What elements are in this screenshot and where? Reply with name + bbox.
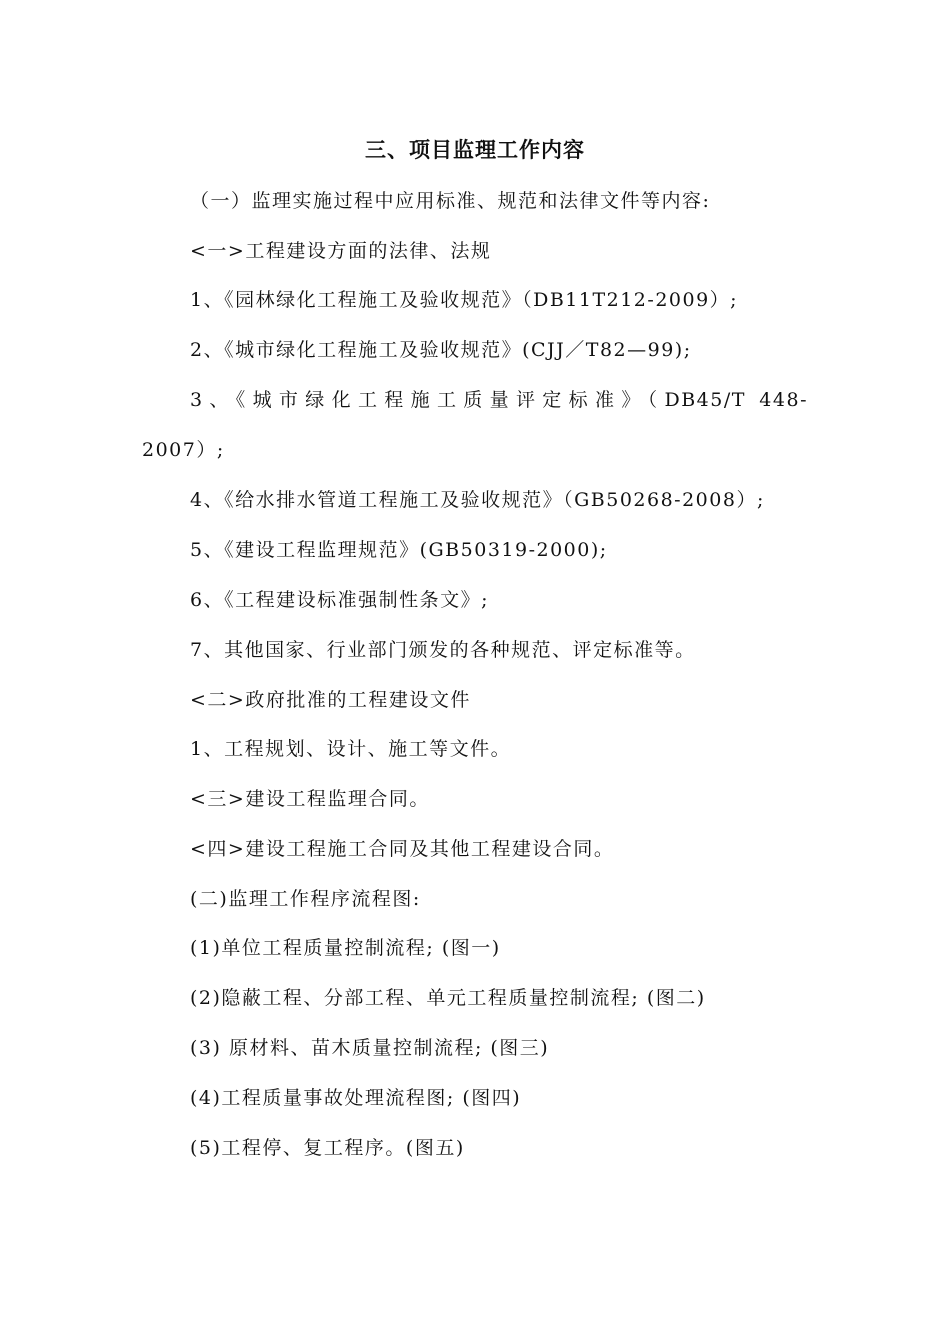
section-title: 三、项目监理工作内容 [365,137,585,162]
category-heading-government-documents: <二>政府批准的工程建设文件 [190,689,471,711]
category-heading-laws: <一>工程建设方面的法律、法规 [190,240,492,262]
list-item-3: 3、《城市绿化工程施工质量评定标准》（DB45/T 448- [190,389,808,411]
flowchart-item-4: (4)工程质量事故处理流程图; (图四) [190,1087,522,1109]
flowchart-item-2: (2)隐蔽工程、分部工程、单元工程质量控制流程; (图二) [190,987,706,1009]
list-item-2: 2、《城市绿化工程施工及验收规范》(CJJ／T82—99); [190,339,692,361]
list-item-7: 7、其他国家、行业部门颁发的各种规范、评定标准等。 [190,639,696,661]
flowchart-item-3: (3) 原材料、苗木质量控制流程; (图三) [190,1037,550,1059]
flowchart-item-5: (5)工程停、复工程序。(图五) [190,1137,465,1159]
flowchart-item-1: (1)单位工程质量控制流程; (图一) [190,937,501,959]
list-item-4: 4、《给水排水管道工程施工及验收规范》（GB50268-2008）; [190,489,765,511]
list-item-planning-documents: 1、工程规划、设计、施工等文件。 [190,738,512,760]
list-item-3-continued: 2007）; [142,439,225,461]
category-heading-construction-contract: <四>建设工程施工合同及其他工程建设合同。 [190,838,615,860]
category-heading-supervision-contract: <三>建设工程监理合同。 [190,788,430,810]
subsection-heading-flowcharts: (二)监理工作程序流程图: [190,888,421,910]
list-item-5: 5、《建设工程监理规范》(GB50319-2000); [190,539,608,561]
list-item-1: 1、《园林绿化工程施工及验收规范》（DB11T212-2009）; [190,289,739,311]
subsection-heading-standards: （一）监理实施过程中应用标准、规范和法律文件等内容: [190,190,711,212]
list-item-6: 6、《工程建设标准强制性条文》; [190,589,489,611]
